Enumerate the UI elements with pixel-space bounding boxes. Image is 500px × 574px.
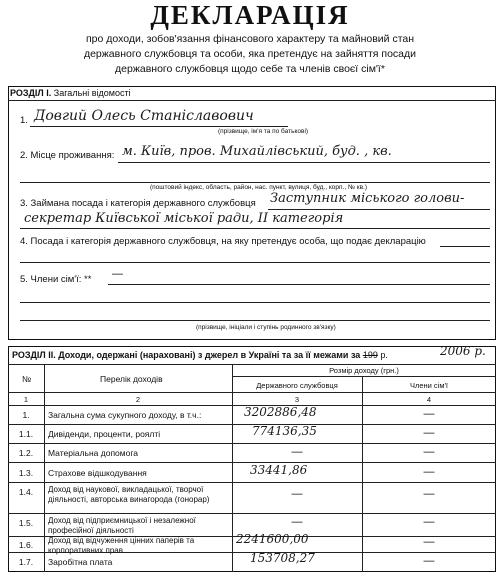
col-header-servant: Державного службовця [256,381,338,390]
row-number: 1.6. [18,540,34,550]
row-number: 1.4. [18,487,34,497]
item-5-line-2 [20,302,490,303]
servant-income: 3202886,48 [244,405,317,419]
residence-line [118,162,490,163]
servant-income: — [291,446,303,458]
family-income: — [423,446,435,458]
row-divider [8,513,496,514]
col-header-family: Члени сім'ї [409,381,449,390]
position-value-line2: секретар Київської міської ради, II категорія [24,211,344,226]
row-divider [8,482,496,483]
col-number: 2 [135,395,141,404]
item-5-line-3 [20,320,490,321]
row-number: 1.1. [18,429,34,439]
row-number: 1. [22,410,30,420]
item-4-label: 4. Посада і категорія державного службовця, на яку претендує особа, що подає декларацію [20,236,426,247]
position-line [268,209,490,210]
subtitle-line: державного службовця щодо себе та членів своєї сім'ї* [115,63,385,75]
item-4-line [440,246,490,247]
full-name-value: Довгий Олесь Станіславович [34,108,254,124]
col-header-name: Перелік доходів [100,374,163,384]
row-number: 1.5. [18,518,34,528]
item-1-label: 1. [20,115,28,126]
document-subtitle [40,32,460,77]
income-type: Матеріальна допомога [48,448,138,458]
family-members-value: — [112,268,123,280]
income-type: Загальна сума сукупного доходу, в т.ч.: [48,410,202,420]
item-2-label: 2. Місце проживання: [20,150,115,161]
col-number: 1 [23,395,29,404]
col-header-num: № [22,374,32,384]
income-type: Доход від наукової, викладацької, творчої діяльності, авторська винагорода (гонорар) [48,485,210,504]
document-title: ДЕКЛАРАЦІЯ [150,0,350,30]
header-bottom-line [8,392,496,393]
section-2-title: РОЗДІЛ II. Доходи, одержані (нараховані) з джерел в Україні та за її межами за [12,350,361,360]
col-number: 4 [426,395,432,404]
family-income: — [423,408,435,420]
family-income: — [423,466,435,478]
family-income: — [423,427,435,439]
section-2-divider [8,364,496,365]
family-income: — [423,488,435,500]
row-number: 1.7. [18,557,34,567]
servant-income: — [291,488,303,500]
item-4-line-2 [20,262,490,263]
row-divider [8,443,496,444]
item-5-line [108,284,490,285]
row-number: 1.3. [18,468,34,478]
amount-header-divider [232,376,496,377]
section-2-year-struck: 199 [362,350,378,360]
section-1-heading [10,88,131,98]
servant-income: 153708,27 [250,551,315,565]
section-1-number: РОЗДІЛ I. [10,88,52,98]
residence-line-2 [20,182,490,183]
residence-value: м. Київ, пров. Михайлівський, буд. , кв. [122,144,392,159]
servant-income: — [291,516,303,528]
family-income: — [423,516,435,528]
item-5-label: 5. Члени сім'ї: ** [20,274,92,285]
section-1-divider [8,100,496,101]
income-type: Доход від відчуження цінних паперів та корпоративних прав [48,536,195,555]
row-number: 1.2. [18,448,34,458]
income-type: Страхове відшкодування [48,468,147,478]
section-1-title: Загальні відомості [53,88,131,98]
position-line-2 [20,228,490,229]
servant-income: 774136,35 [252,424,317,438]
section-2-heading [12,350,388,360]
full-name-hint: (прізвище, ім'я та по батькові) [218,128,309,135]
family-income: — [423,555,435,567]
col-number: 3 [294,395,300,404]
income-type: Доход від підприємницької і незалежної професійної діяльності [48,516,196,535]
family-income: — [423,536,435,548]
servant-income: 33441,86 [250,463,308,477]
section-2-year-handwritten: 2006 р. [440,344,486,358]
section-2-year-suffix: р. [380,350,388,360]
income-type: Дивіденди, проценти, роялті [48,429,161,439]
position-value-line1: Заступник міського голови- [270,191,465,206]
col-header-amount: Розмір доходу (грн.) [329,366,399,375]
residence-hint: (поштовий індекс, область, район, нас. пункт, вулиця, буд., корп., № кв.) [150,184,367,191]
income-type: Заробітна плата [48,557,113,567]
full-name-line [30,126,288,127]
item-3-label: 3. Займана посада і категорія державного службовця [20,198,256,209]
subtitle-line: про доходи, зобов'язання фінансового характеру та майновий стан [85,33,415,45]
subtitle-line: державного службовця та особи, яка претендує на зайняття посади [83,48,417,60]
family-hint: (прізвище, ініціали і ступінь родинного зв'язку) [196,324,336,331]
servant-income: 2241600,00 [236,532,309,546]
